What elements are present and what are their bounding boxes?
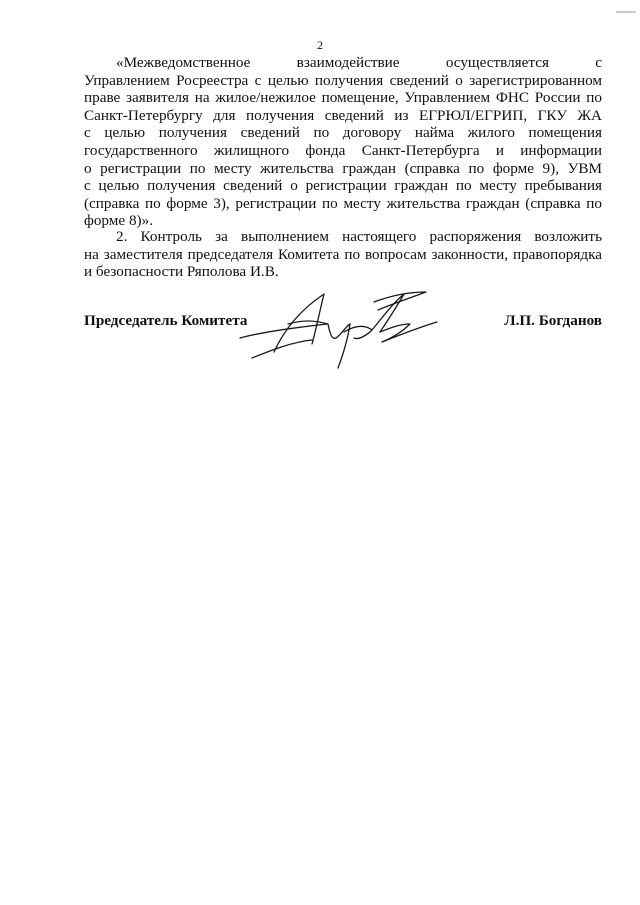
paragraph-line: Управлением Росреестра с целью получения сведений о зарегистрированном [84,71,602,89]
signatory-position: Председатель Комитета [84,312,248,329]
signatory-name: Л.П. Богданов [504,312,602,329]
page-number: 2 [317,38,323,52]
scan-edge-mark [616,0,636,2]
paragraph-line: Санкт-Петербургу для получения сведений из ЕГРЮЛ/ЕГРИП, ГКУ ЖА [84,106,602,124]
paragraph-line: о регистрации по месту жительства граждан (справка по форме 9), УВМ [84,159,602,177]
paragraph-line: на заместителя председателя Комитета по вопросам законности, правопорядка [84,245,602,263]
paragraph-line: 2. Контроль за выполнением настоящего распоряжения возложить [116,228,602,245]
paragraph-interagency-interaction [84,54,602,230]
paragraph-line: с целью получения сведений о регистрации граждан по месту пребывания [84,177,602,195]
paragraph-line: государственного жилищного фонда Санкт-Петербурга и информации [84,141,602,159]
paragraph-line: форме 8)». [84,212,153,230]
paragraph-line: (справка по форме 3), регистрации по месту жительства граждан (справка по [84,194,602,212]
paragraph-line: с целью получения сведений по договору найма жилого помещения [84,124,602,142]
paragraph-line: и безопасности Ряполова И.В. [84,263,279,281]
paragraph-control-assignment [84,228,602,281]
paragraph-line: праве заявителя на жилое/нежилое помещение, Управлением ФНС России по [84,89,602,107]
paragraph-line: «Межведомственное взаимодействие осуществляется с [116,54,602,71]
handwritten-signature [232,280,442,370]
